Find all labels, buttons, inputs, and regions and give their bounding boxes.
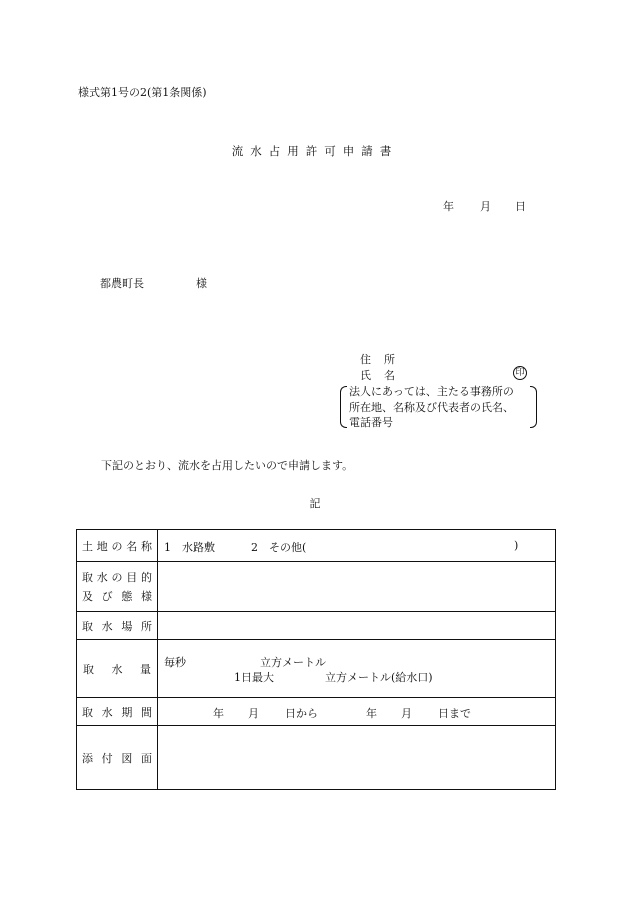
note-line-2: 所在地、名称及び代表者の氏名、 [349, 400, 514, 414]
label-char: 添 [82, 751, 93, 765]
period-year-1: 年 [213, 707, 224, 720]
label-char: 土 [82, 539, 93, 553]
purpose-label [77, 562, 158, 612]
period-month-1: 月 [248, 707, 259, 720]
application-table [76, 529, 556, 790]
addressee-honorific: 様 [196, 277, 207, 290]
intro-text: 下記のとおり、流水を占用したいので申請します。 [101, 459, 354, 472]
per-second-label: 毎秒 [164, 656, 186, 669]
daily-max-label: 1日最大 [234, 671, 274, 684]
cubic-meter-unit-1: 立方メートル [260, 656, 326, 669]
note-bracket-right [530, 386, 537, 428]
label-char: 及 [82, 590, 93, 603]
label-char: 所 [140, 619, 152, 633]
period-from: 日から [285, 707, 318, 720]
cubic-meter-unit-2: 立方メートル(給水口) [325, 671, 433, 684]
label-char: 称 [141, 539, 152, 553]
label-char: 水 [101, 619, 113, 633]
label-char: 態 [121, 590, 133, 603]
note-line-3: 電話番号 [349, 416, 393, 429]
period-year-2: 年 [366, 707, 377, 720]
label-char: 取 [83, 662, 94, 676]
option-other: 2 その他( [251, 541, 307, 554]
seal-mark: 印 [513, 366, 527, 380]
purpose-field[interactable] [158, 562, 556, 612]
date-day-label: 日 [515, 200, 526, 213]
table-row-land-name [77, 530, 556, 562]
date-month-label: 月 [480, 200, 491, 213]
note-bracket-left [340, 386, 347, 428]
label-char: 目 [126, 571, 138, 584]
label-char: 取 [82, 571, 93, 584]
label-char: 水 [96, 571, 108, 584]
ki-heading: 記 [309, 497, 321, 510]
table-row-intake-amount [77, 640, 556, 698]
intake-place-label [77, 612, 158, 640]
close-paren: ) [514, 539, 519, 552]
intake-place-field[interactable] [158, 612, 556, 640]
intake-amount-field[interactable] [158, 640, 556, 698]
period-month-2: 月 [401, 707, 412, 720]
label-char: 期 [121, 705, 133, 719]
document-title: 流水占用許可申請書 [231, 144, 399, 158]
period-to: 日まで [438, 707, 471, 720]
table-row-intake-place [77, 612, 556, 640]
table-row-purpose [77, 562, 556, 612]
label-char: 量 [140, 662, 151, 676]
label-char: 間 [140, 705, 152, 719]
attachments-label [77, 726, 158, 790]
label-char: の [111, 571, 123, 584]
address-label-char-2: 所 [384, 353, 395, 366]
label-char: 様 [140, 590, 152, 603]
note-line-1: 法人にあっては、主たる事務所の [349, 385, 514, 398]
corporate-note [349, 384, 514, 431]
label-char: 取 [82, 705, 93, 719]
label-char: 水 [101, 705, 113, 719]
label-char: 取 [82, 619, 93, 633]
label-char: び [101, 590, 113, 603]
label-char: 名 [126, 539, 138, 553]
form-number: 様式第1号の2(第1条関係) [78, 86, 207, 99]
label-char: 面 [140, 751, 152, 765]
label-char: 場 [121, 619, 133, 633]
table-row-attachments [77, 726, 556, 790]
land-name-label [77, 530, 158, 562]
label-char: 水 [111, 662, 123, 676]
name-label-char-2: 名 [384, 369, 395, 382]
intake-amount-label [77, 640, 158, 698]
date-year-label: 年 [443, 200, 454, 213]
label-char: の [111, 539, 123, 553]
label-char: 図 [121, 751, 133, 765]
table-row-intake-period [77, 698, 556, 726]
attachments-field[interactable] [158, 726, 556, 790]
label-char: 的 [141, 571, 152, 584]
label-char: 地 [96, 539, 108, 553]
intake-period-label [77, 698, 158, 726]
land-name-field[interactable] [158, 530, 556, 562]
option-waterway: 1 水路敷 [164, 541, 215, 554]
intake-period-field[interactable] [158, 698, 556, 726]
name-label-char-1: 氏 [360, 369, 371, 382]
addressee-name: 都農町長 [100, 277, 144, 290]
label-char: 付 [101, 751, 113, 765]
address-label-char-1: 住 [360, 353, 371, 366]
